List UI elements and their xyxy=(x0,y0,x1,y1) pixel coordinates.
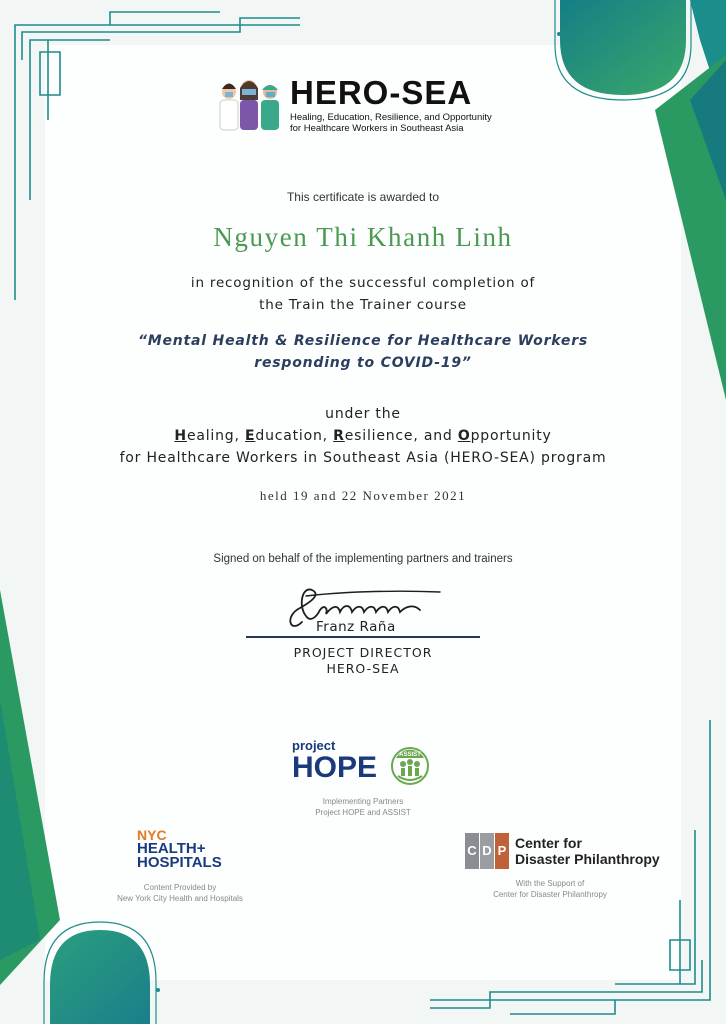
signature-line xyxy=(246,636,480,638)
program-line2: for Healthcare Workers in Southeast Asia (HERO-SEA) program xyxy=(119,450,607,466)
signatory-title xyxy=(0,645,726,677)
logo-subtitle-line1: Healing, Education, Resilience, and Opportunity xyxy=(290,112,492,123)
cdp-name xyxy=(515,835,660,867)
awarded-text: This certificate is awarded to xyxy=(286,190,440,204)
healthcare-workers-icon xyxy=(215,76,287,136)
implementing-caption xyxy=(283,796,443,818)
recognition-line1: in recognition of the successful completion of xyxy=(190,275,536,291)
assist-logo xyxy=(388,740,432,788)
program-name-line xyxy=(0,425,726,447)
program-word-healing: Healing, xyxy=(174,428,240,444)
recognition-line2: the Train the Trainer course xyxy=(259,297,467,313)
nyc-health-hospitals-logo xyxy=(137,828,222,870)
program-text xyxy=(0,403,726,469)
hero-sea-logo xyxy=(215,76,515,138)
top-right-arch-shape xyxy=(560,0,686,95)
program-word-and: and xyxy=(423,428,453,444)
course-title xyxy=(0,330,726,374)
cdp-letter-d: D xyxy=(480,833,494,869)
program-word-opportunity: Opportunity xyxy=(457,428,552,444)
cdp-caption-line1: With the Support of xyxy=(515,879,585,888)
top-left-line-ornament xyxy=(15,12,300,300)
cdp-letter-c: C xyxy=(465,833,479,869)
program-word-resilience: Resilience, xyxy=(333,428,419,444)
nyc-line1: NYC xyxy=(137,827,167,843)
signed-text: Signed on behalf of the implementing partners and trainers xyxy=(213,553,513,565)
program-word-education: Education, xyxy=(245,428,328,444)
cdp-line1: Center for xyxy=(515,835,582,851)
implementing-line2: Project HOPE and ASSIST xyxy=(315,808,411,817)
implementing-line1: Implementing Partners xyxy=(322,797,404,806)
held-date: held 19 and 22 November 2021 xyxy=(259,488,467,503)
signatory-name: Franz Raña xyxy=(316,619,396,635)
assist-text: ASSIST xyxy=(399,752,421,758)
recognition-text xyxy=(0,272,726,316)
nyc-line3: HOSPITALS xyxy=(137,854,222,871)
signatory-title-line1: PROJECT DIRECTOR xyxy=(293,645,433,660)
cdp-line2: Disaster Philanthropy xyxy=(515,851,660,867)
nyc-line2: HEALTH+ xyxy=(137,840,206,857)
hope-small-text: project xyxy=(292,738,336,753)
recipient-name: Nguyen Thi Khanh Linh xyxy=(213,222,513,252)
logo-subtitle-line2: for Healthcare Workers in Southeast Asia xyxy=(290,123,464,134)
course-title-line1: “Mental Health & Resilience for Healthcare Workers xyxy=(137,333,589,349)
course-title-line2: responding to COVID-19” xyxy=(254,355,472,371)
cdp-letter-p: P xyxy=(495,833,509,869)
bottom-left-arch-shape xyxy=(50,930,150,1024)
nyc-caption-line2: New York City Health and Hospitals xyxy=(117,894,243,903)
logo-subtitle xyxy=(290,112,492,134)
hope-word: HOPE xyxy=(292,751,378,784)
cdp-caption xyxy=(470,878,630,900)
nyc-caption-line1: Content Provided by xyxy=(143,883,217,892)
cdp-caption-line2: Center for Disaster Philanthropy xyxy=(493,890,607,899)
under-line: under the xyxy=(325,406,401,422)
logo-title: HERO-SEA xyxy=(290,74,473,111)
signatory-title-line2: HERO-SEA xyxy=(326,661,400,676)
nyc-caption xyxy=(100,882,260,904)
